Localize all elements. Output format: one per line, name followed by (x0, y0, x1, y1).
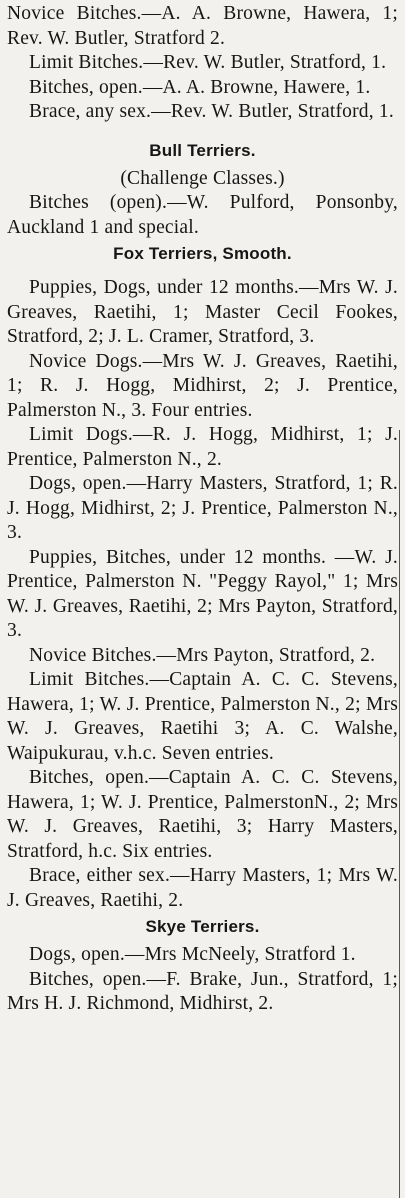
list-item: Dogs, open.—Mrs McNeely, Stratford 1. (29, 944, 356, 965)
list-item: Novice Bitches.—A. A. Browne, Hawera, 1; Rev. W. Butler, Stratford 2. (7, 3, 398, 49)
list-item: Limit Dogs.—R. J. Hogg, Midhirst, 1; J. Prentice, Palmerston N., 2. (7, 424, 398, 470)
list-item: Puppies, Bitches, under 12 months. —W. J. Prentice, Palmerston N. "Peggy Rayol," 1; Mrs W. J. Greaves, Raetihi, 2; Mrs Payton, Stratford, 3. (7, 546, 398, 641)
list-item: Limit Bitches.—Captain A. C. C. Stevens, Hawera, 1; W. J. Prentice, Palmerston N., 2; Mrs W. J. Greaves, Raetihi 3; A. C. Walshe, Waipukurau, v.h.c. Seven entries. (7, 669, 398, 764)
section-heading-fox-terriers: Fox Terriers, Smooth. (113, 244, 292, 263)
list-item: Limit Bitches.—Rev. W. Butler, Stratford, 1. (29, 52, 387, 73)
section-subheading: (Challenge Classes.) (120, 167, 285, 189)
list-item: Novice Bitches.—Mrs Payton, Stratford, 2. (29, 644, 376, 666)
list-item: Bitches, open.—Captain A. C. C. Stevens, Hawera, 1; W. J. Prentice, PalmerstonN., 2; Mrs W. J. Greaves, Raetihi, 3; Harry Masters, Stratford, h.c. Six entries. (7, 767, 398, 862)
section-heading-bull-terriers: Bull Terriers. (149, 140, 256, 160)
list-item: Dogs, open.—Harry Masters, Stratford, 1; R. J. Hogg, Midhirst, 2; J. Prentice, Palmerston N., 3. (7, 473, 398, 543)
list-item: Puppies, Dogs, under 12 months.—Mrs W. J. Greaves, Raetihi, 1; Master Cecil Fookes, Stratford, 2; J. L. Cramer, Stratford, 3. (7, 277, 398, 347)
list-item: Bitches (open).—W. Pulford, Ponsonby, Auckland 1 and special. (7, 192, 398, 238)
list-item: Brace, either sex.—Harry Masters, 1; Mrs W. J. Greaves, Raetihi, 2. (7, 865, 398, 911)
list-item: Bitches, open.—F. Brake, Jun., Stratford, 1; Mrs H. J. Richmond, Midhirst, 2. (7, 968, 398, 1014)
list-item: Bitches, open.—A. A. Browne, Hawere, 1. (29, 76, 371, 98)
column-divider (399, 430, 400, 1198)
section-heading-skye-terriers: Skye Terriers. (145, 917, 260, 936)
list-item: Novice Dogs.—Mrs W. J. Greaves, Raetihi, 1; R. J. Hogg, Midhirst, 2; J. Prentice, Palmerston N., 3. Four entries. (7, 350, 398, 421)
newspaper-column (7, 2, 398, 1017)
list-item: Brace, any sex.—Rev. W. Butler, Stratford, 1. (29, 101, 394, 122)
